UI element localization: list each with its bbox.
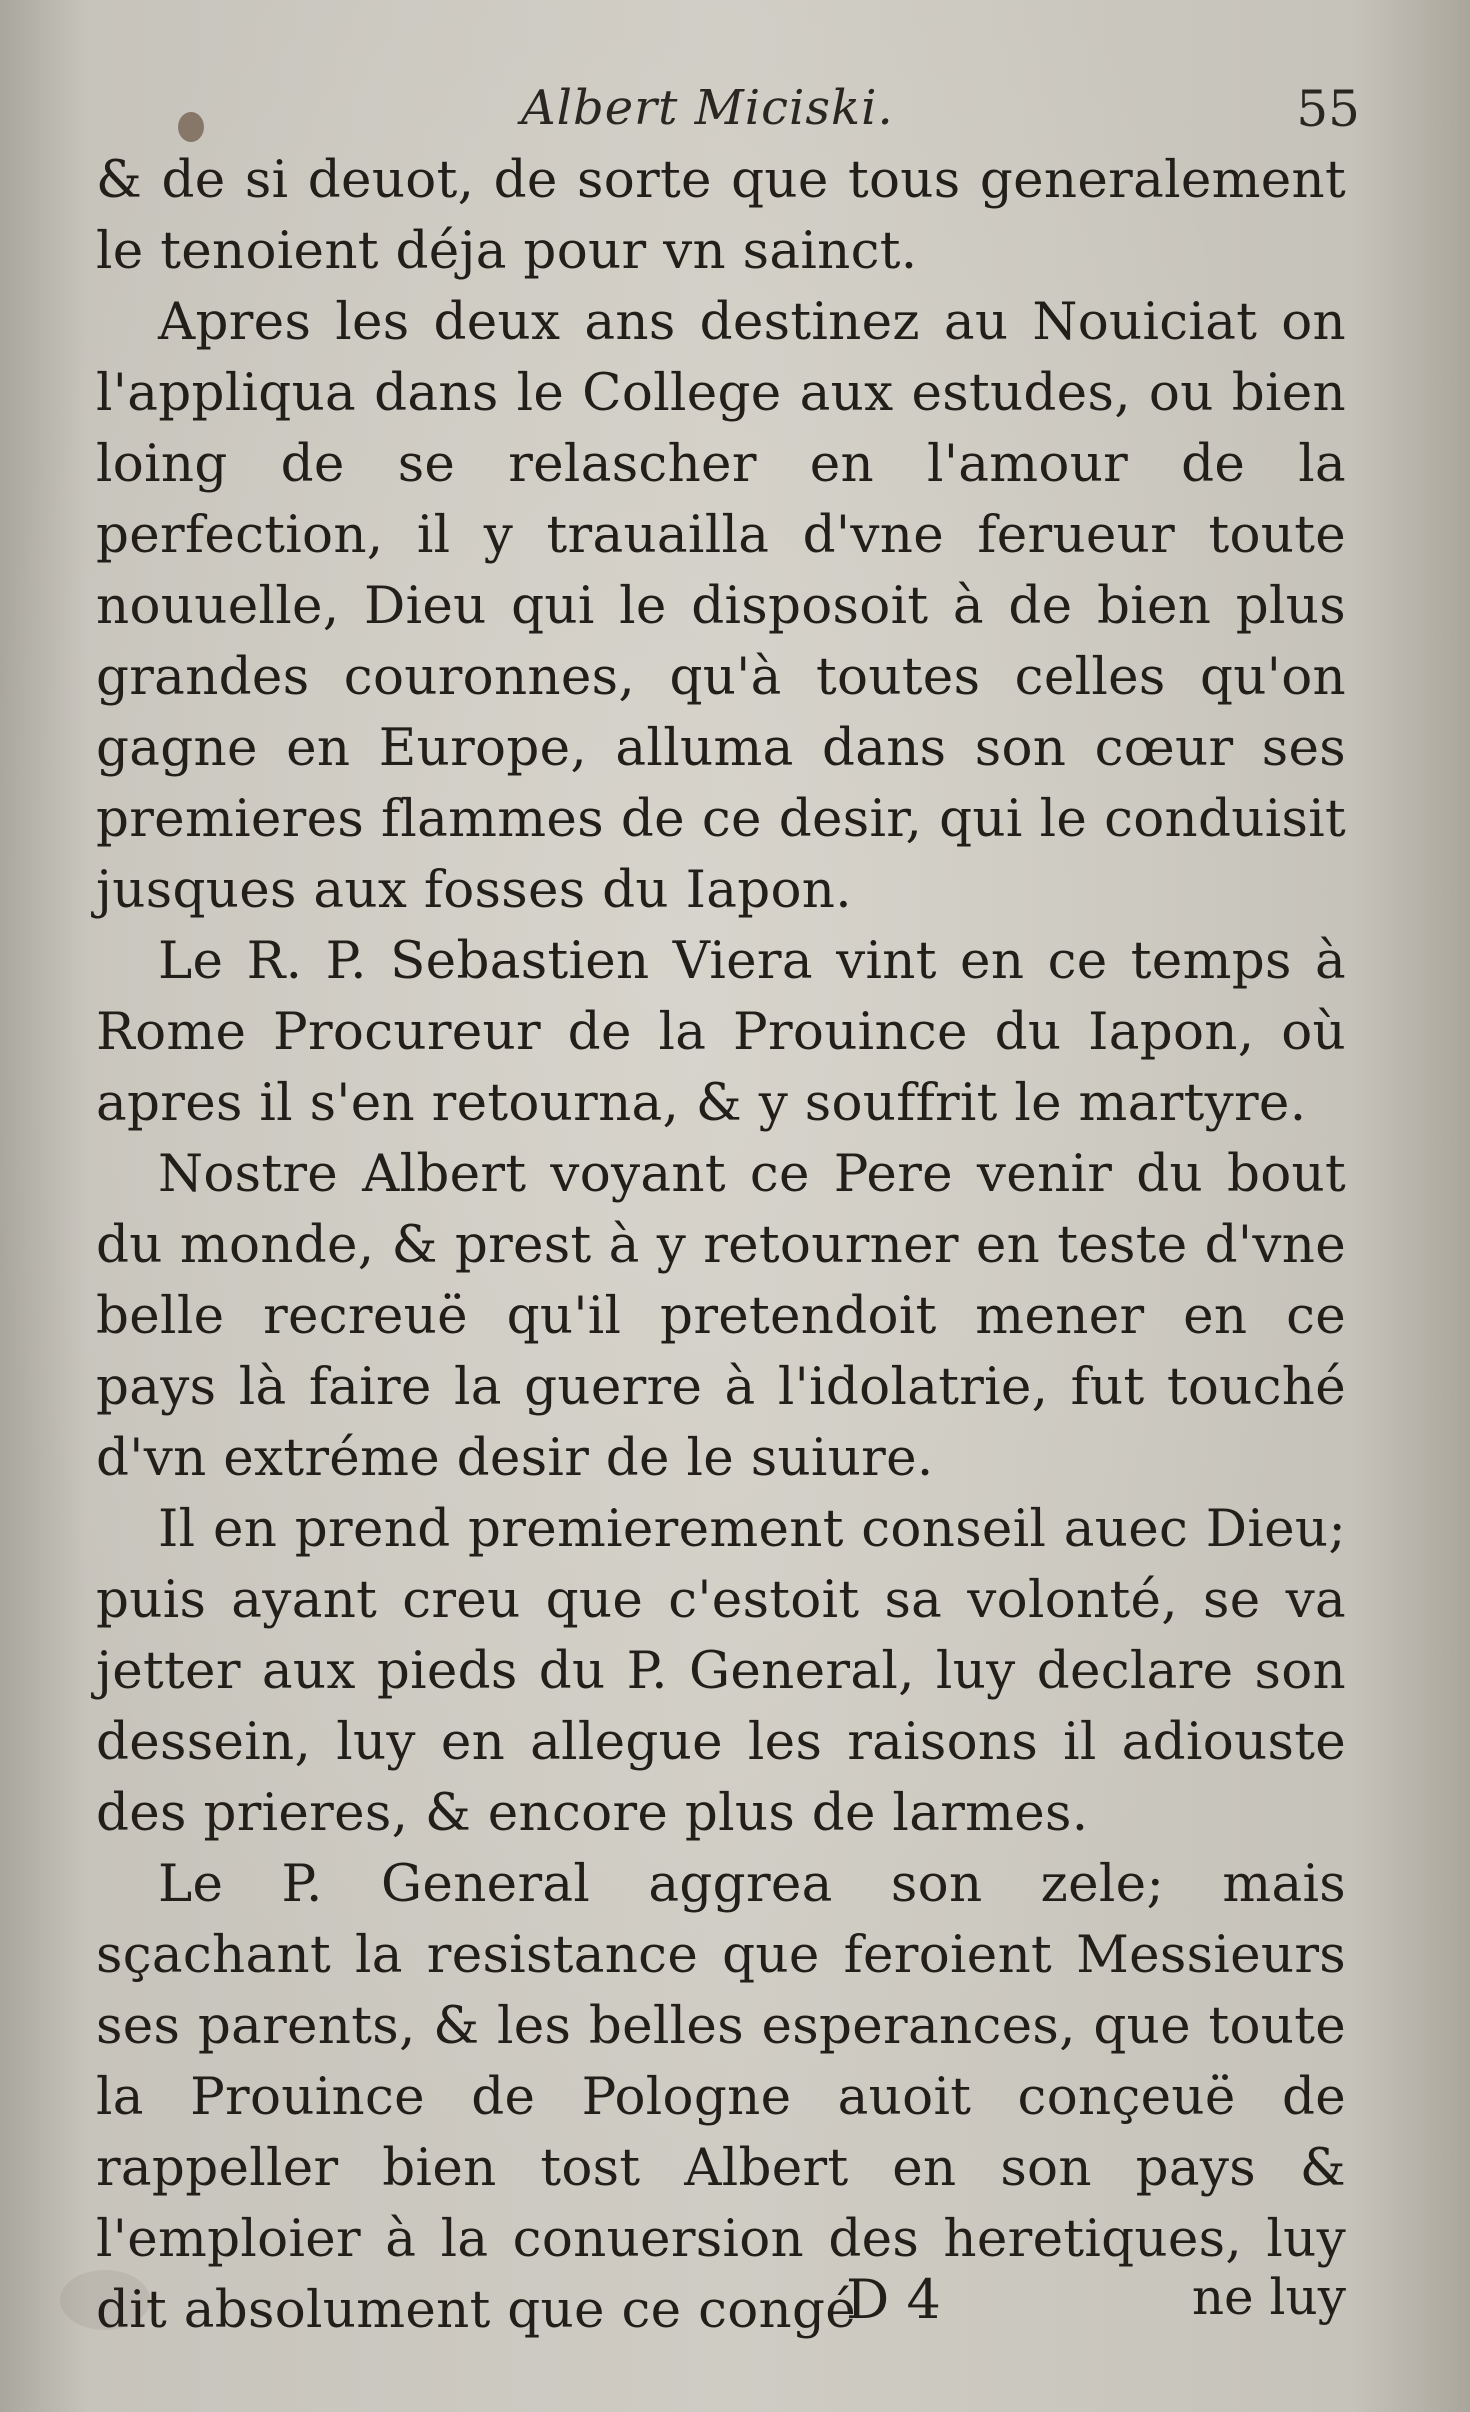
paragraph-3: Le R. P. Sebastien Viera vint en ce temps à Rome Procureur de la Prouince du Iapon, où apres il s'en retourna, & y souffrit le martyre. — [96, 931, 1346, 1133]
body-text — [96, 145, 1346, 2346]
page-header — [96, 72, 1360, 152]
paragraph-5: Il en prend premierement conseil auec Dieu; puis ayant creu que c'estoit sa volonté, se va jetter aux pieds du P. General, luy declare son dessein, luy en allegue les raisons il adiouste des prieres, & encore plus de larmes. — [96, 1499, 1346, 1843]
running-head: Albert Miciski. — [521, 80, 894, 136]
paragraph-1: & de si deuot, de sorte que tous generalement le tenoient déja pour vn sainct. — [96, 150, 1346, 281]
page-footer — [96, 2268, 1346, 2348]
paragraph-4: Nostre Albert voyant ce Pere venir du bout du monde, & prest à y retourner en teste d'vne belle recreuë qu'il pretendoit mener en ce pays là faire la guerre à l'idolatrie, fut touché d'vn extréme desir de le suiure. — [96, 1144, 1346, 1488]
catchword: ne luy — [1191, 2268, 1346, 2326]
signature-mark: D 4 — [846, 2268, 941, 2331]
paragraph-6: Le P. General aggrea son zele; mais sçachant la resistance que feroient Messieurs ses parents, & les belles esperances, que toute la Prouince de Pologne auoit conçeuë de rappeller bien tost Albert en son pays & l'emploier à la conuersion des heretiques, luy dit absolument que ce congé — [96, 1854, 1346, 2340]
paragraph-2: Apres les deux ans destinez au Nouiciat on l'appliqua dans le College aux estudes, ou bien loing de se relascher en l'amour de la perfection, il y trauailla d'vne ferueur toute nouuelle, Dieu qui le disposoit à de bien plus grandes couronnes, qu'à toutes celles qu'on gagne en Europe, alluma dans son cœur ses premieres flammes de ce desir, qui le conduisit jusques aux fosses du Iapon. — [96, 292, 1346, 920]
page-number: 55 — [1296, 80, 1360, 138]
